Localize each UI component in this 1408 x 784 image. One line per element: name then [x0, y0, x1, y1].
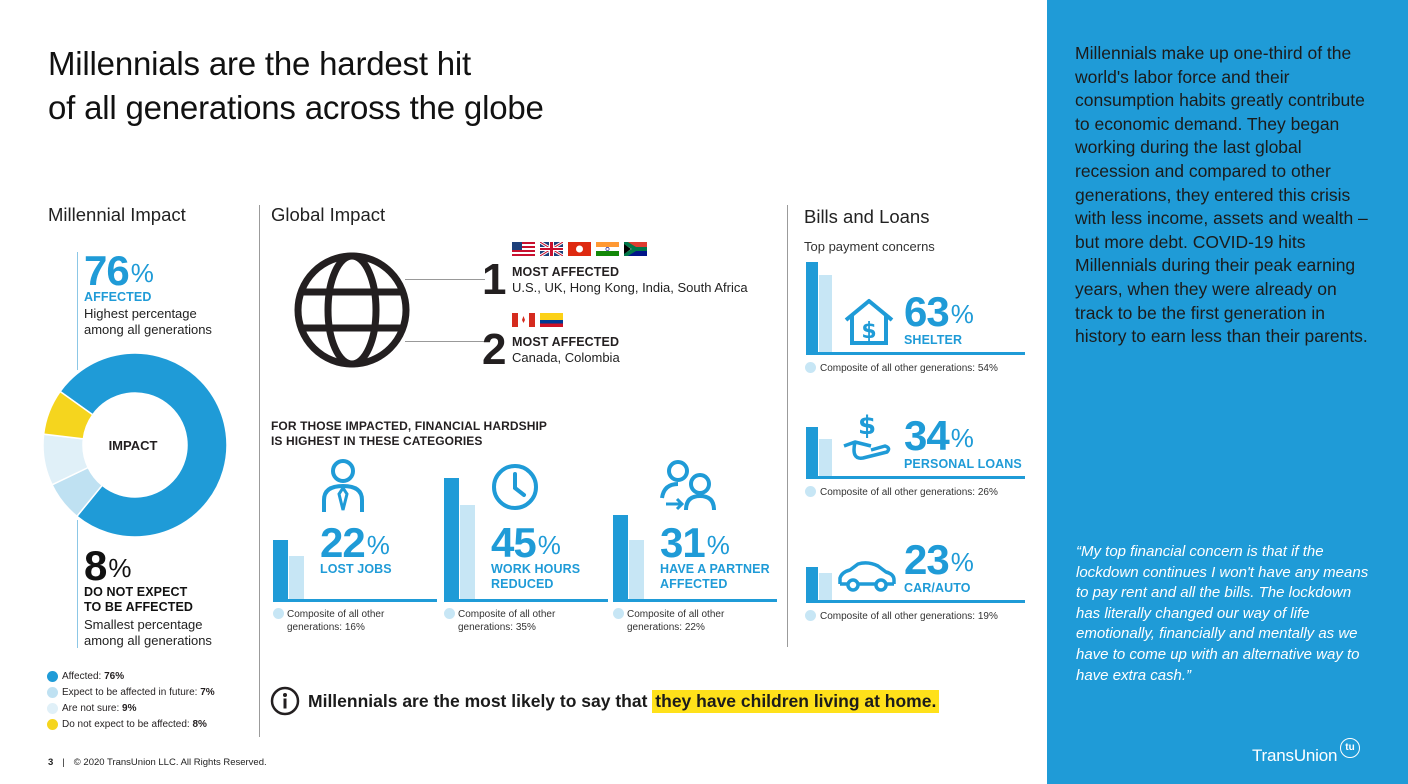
composite-swatch — [613, 608, 624, 619]
affected-desc: Highest percentage among all generations — [84, 306, 212, 337]
bar-baseline — [806, 352, 1025, 355]
rank2-countries: Canada, Colombia — [512, 350, 620, 365]
person-tie-icon — [320, 458, 366, 516]
sidebar-quote: “My top financial concern is that if the lockdown continues I won't have any means to pay rent and all the bills. The lockdown has literally changed our way of life emotionally, financially and mentally as we have to come up with an alternative way to have extra cash.” — [1076, 543, 1369, 684]
india-flag-icon — [596, 242, 619, 256]
bills-subheading: Top payment concerns — [804, 239, 935, 254]
bar-baseline — [806, 600, 1025, 603]
rank2-flags — [512, 313, 568, 327]
legend-label: Are not sure: 9% — [62, 702, 137, 714]
bar-composite — [819, 573, 832, 600]
legend-value: 9% — [122, 702, 137, 714]
bar-baseline — [806, 476, 1025, 479]
legend-label: Expect to be affected in future: 7% — [62, 686, 215, 698]
legend-item — [47, 668, 215, 684]
bar-composite — [819, 439, 832, 476]
composite-swatch — [805, 362, 816, 373]
composite-note: Composite of all other generations: 35% — [458, 609, 556, 633]
info-highlight: they have children living at home. — [652, 690, 939, 713]
bar-millennials — [806, 262, 818, 352]
connector-line — [405, 341, 485, 342]
hong-kong-flag-icon — [568, 242, 591, 256]
bar-millennials — [806, 427, 818, 476]
category-label: HAVE A PARTNER AFFECTED — [660, 562, 770, 591]
rank1-flags — [512, 242, 652, 256]
legend-value: 7% — [200, 686, 215, 698]
bar-composite — [460, 505, 475, 600]
not-expect-percent: 8% — [84, 542, 131, 589]
transunion-mark-icon: tu — [1340, 738, 1360, 758]
legend-swatch — [47, 671, 58, 682]
car-icon — [836, 560, 898, 596]
bill-percent: 34% — [904, 412, 973, 459]
canada-flag-icon — [512, 313, 535, 327]
rank2-number: 2 — [482, 325, 507, 374]
category-percent: 22% — [320, 519, 389, 566]
rank1-number: 1 — [482, 255, 507, 304]
composite-swatch — [273, 608, 284, 619]
composite-note: Composite of all other generations: 54% — [820, 363, 998, 374]
donut-center-label: IMPACT — [108, 438, 158, 453]
page-number: 3 — [48, 757, 54, 768]
bill-percent: 23% — [904, 536, 973, 583]
composite-swatch — [805, 610, 816, 621]
global-impact-heading: Global Impact — [271, 204, 386, 225]
bill-percent: 63% — [904, 288, 973, 335]
copyright: © 2020 TransUnion LLC. All Rights Reserved. — [73, 757, 267, 768]
affected-percent: 76% — [84, 247, 153, 294]
not-expect-label: DO NOT EXPECT TO BE AFFECTED — [84, 585, 194, 614]
rank1-countries: U.S., UK, Hong Kong, India, South Africa — [512, 280, 748, 295]
composite-note: Composite of all other generations: 26% — [820, 487, 998, 498]
svg-text:$: $ — [857, 411, 877, 441]
transunion-logo: TransUnion — [1252, 746, 1338, 765]
divider — [259, 205, 260, 737]
bill-label: SHELTER — [904, 333, 963, 347]
legend-value: 8% — [192, 718, 207, 730]
partner-icon — [660, 458, 720, 514]
category-percent: 31% — [660, 519, 729, 566]
legend-swatch — [47, 719, 58, 730]
composite-note: Composite of all other generations: 16% — [287, 609, 385, 633]
info-statement: Millennials are the most likely to say that they have children living at home. — [270, 686, 939, 716]
hand-dollar-icon — [841, 408, 893, 464]
uk-flag-icon — [540, 242, 563, 256]
hardship-heading: FOR THOSE IMPACTED, FINANCIAL HARDSHIP IS HIGHEST IN THESE CATEGORIES — [271, 419, 548, 448]
legend-swatch — [47, 687, 58, 698]
bar-baseline — [444, 599, 608, 602]
not-expect-desc: Smallest percentage among all generations — [84, 617, 212, 648]
accent-line — [77, 520, 78, 648]
info-icon — [270, 686, 300, 716]
rank1-label: MOST AFFECTED — [512, 265, 620, 279]
us-flag-icon — [512, 242, 535, 256]
connector-line — [405, 279, 485, 280]
bar-composite — [629, 540, 644, 599]
composite-swatch — [444, 608, 455, 619]
bar-millennials — [806, 567, 818, 600]
sidebar-body: Millennials make up one-third of the world's labor force and their consumption habits greatly contribute to economic demand. They began working during the last global recession and compared to other generations, they entered this crisis with less income, assets and wealth – but more debt. COVID-19 hits Millennials during their peak earning years, when they were already on track to be the first generation in history to earn less than their parents. — [1075, 43, 1368, 347]
colombia-flag-icon — [540, 313, 563, 327]
bar-millennials — [444, 478, 459, 600]
category-percent: 45% — [491, 519, 560, 566]
legend-label: Do not expect to be affected: 8% — [62, 718, 207, 730]
affected-label: AFFECTED — [84, 290, 152, 304]
clock-icon — [490, 462, 540, 512]
legend-label: Affected: 76% — [62, 670, 125, 682]
composite-swatch — [805, 486, 816, 497]
south-africa-flag-icon — [624, 242, 647, 256]
composite-note: Composite of all other generations: 22% — [627, 609, 725, 633]
globe-icon — [292, 250, 412, 370]
legend-item — [47, 700, 215, 716]
millennial-impact-heading: Millennial Impact — [48, 204, 186, 225]
impact-donut-chart — [40, 350, 230, 540]
composite-note: Composite of all other generations: 19% — [820, 611, 998, 622]
legend-item — [47, 684, 215, 700]
category-label: WORK HOURS REDUCED — [491, 562, 581, 591]
bill-label: CAR/AUTO — [904, 581, 971, 595]
legend-swatch — [47, 703, 58, 714]
bar-baseline — [273, 599, 437, 602]
svg-text:$: $ — [861, 319, 877, 344]
rank2-label: MOST AFFECTED — [512, 335, 620, 349]
house-dollar-icon — [843, 298, 895, 346]
bar-millennials — [613, 515, 628, 599]
divider — [787, 205, 788, 647]
impact-legend — [47, 668, 215, 732]
bar-baseline — [613, 599, 777, 602]
category-label: LOST JOBS — [320, 562, 392, 576]
legend-item — [47, 716, 215, 732]
bill-label: PERSONAL LOANS — [904, 457, 1022, 471]
bar-composite — [819, 275, 832, 352]
legend-value: 76% — [104, 670, 125, 682]
bar-millennials — [273, 540, 288, 599]
bills-heading: Bills and Loans — [804, 206, 930, 227]
footer: 3 | © 2020 TransUnion LLC. All Rights Reserved. — [48, 757, 267, 768]
page-title: Millennials are the hardest hit of all generations across the globe — [48, 45, 544, 126]
bar-composite — [289, 556, 304, 599]
